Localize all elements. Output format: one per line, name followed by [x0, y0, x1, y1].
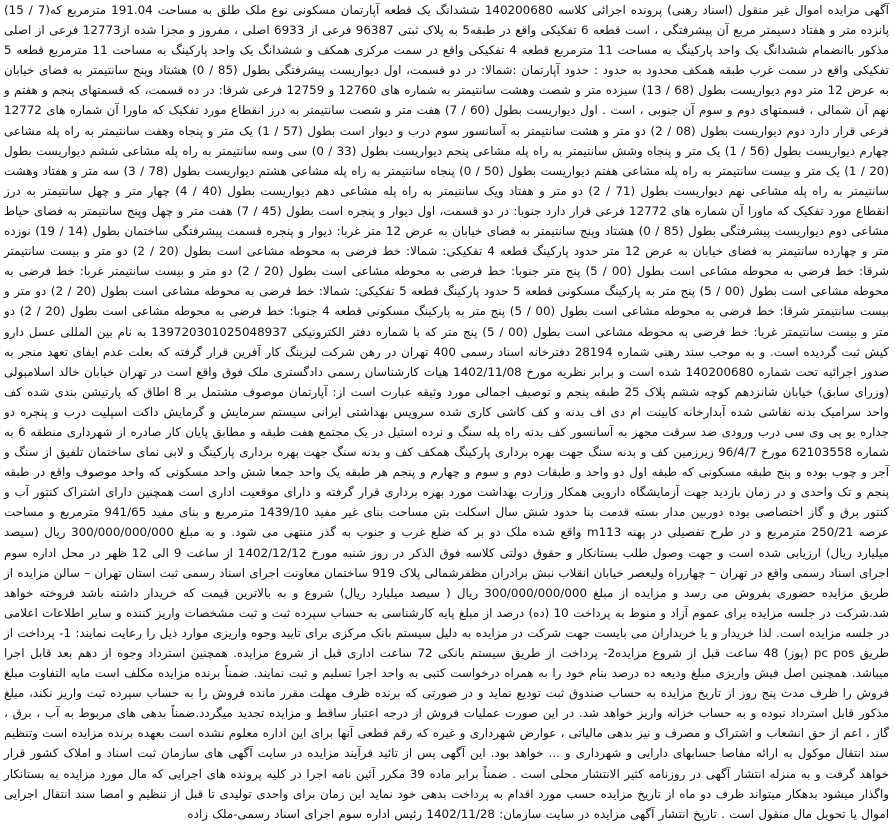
auction-notice-text: آگهی مزایده اموال غیر منقول (اسناد رهنی) پرونده اجرائی کلاسه 140200680 ششدانگ یک قطعه آپارتمان مسکونی نوع ملک طلق به مساحت 191.04 مترمربع که(7 / 15) پانزده متر و هفتاد دسیمتر مربع آن پیشرفتگی ، است قطعه 6 تفکیکی واقع در طبقه5 به پلاک ثبتی 96387 فرعی از 6933 اصلی ، مفروز و مجزا شده از12773 فرعی از اصلی مذکور باانضمام ششدانگ یک واحد پارکینگ به مساحت 11 مترمربع قطعه 4 تفکیکی واقع در سمت مرکزی همکف و ششدانگ یک واحد پارکینگ به مساحت 11 مترمربع قطعه 5 تفکیکی واقع در سمت غرب طبقه همکف محدود به حدود : حدود آپارتمان :شمالا: در دو قسمت، اول دیواریست پیشرفتگی بطول (85 / 0) هشتاد وپنج سانتیمتر به فضای خیابان به عرض 12 متر دوم دیواریست بطول (68 / 13) سیزده متر و شصت وهشت سانتیمتر به شماره های 12760 و 12759 فرعی شرقا: در ده قسمت، که قسمتهای پنجم و هفتم و نهم آن شمالی ، قسمتهای دوم و سوم آن جنوبی ، است . اول دیواریست بطول (60 / 7) هفت متر و شصت سانتیمتر به درز انقطاع مورد تفکیک که ماورا آن شماره های 12772 فرعی قرار دارد دوم دیواریست بطول (08 / 2) دو متر و هشت سانتیمتر به آسانسور سوم درب و دیوار است بطول (57 / 1) یک متر و پنجاه وهفت سانتیمتر به راه پله مشاعی چهارم دیواریست بطول (56 / 1) یک متر و پنجاه وشش سانتیمتر به راه پله مشاعی پنجم دیواریست بطول (33 / 0) سی وسه سانتیمتر به راه پله مشاعی ششم دیواریست بطول (20 / 1) یک متر و بیست سانتیمتر به راه پله مشاعی هفتم دیواریست بطول (50 / 0) پنجاه سانتیمتر به راه پله مشاعی هشتم دیواریست بطول (78 / 3) سه متر و هفتاد وهشت سانتیمتر به راه پله مشاعی نهم دیواریست بطول (71 / 2) دو متر و هفتاد ویک سانتیمتر به راه پله مشاعی دهم دیواریست بطول (40 / 4) چهار متر و چهل سانتیمتر به درز انقطاع مورد تفکیک که ماورا آن شماره های 12772 فرعی قرار دارد جنوبا: در دو قسمت، اول دیوار و پنجره است بطول (45 / 7) هفت متر و چهل وپنج سانتیمتر به فضای حیاط مشاعی دوم دیواریست پیشرفتگی بطول (85 / 0) هشتاد وپنج سانتیمتر به فضای خیابان به عرض 12 متر غربا: دیوار و پنجره قسمت پیشرفتگی ساختمان بطول (14 / 19) نوزده متر و چهارده سانتیمتر به فضای خیابان به عرض 12 متر حدود پارکینگ قطعه 4 تفکیکی: شمالا: خط فرضی به محوطه مشاعی است بطول (20 / 2) دو متر و بیست سانتیمتر شرقا: خط فرضی به محوطه مشاعی است بطول (00 / 5) پنج متر جنوبا: خط فرضی به محوطه مشاعی است بطول (20 / 2) دو متر و بیست سانتیمتر غربا: خط فرضی به محوطه مشاعی است بطول (00 / 5) پنج متر به پارکینگ مسکونی قطعه 5 حدود پارکینگ قطعه 5 تفکیکی: شمالا: خط فرضی به محوطه مشاعی است بطول (20 / 2) دو متر و بیست سانتیمتر شرقا: خط فرضی به محوطه مشاعی است بطول (00 / 5) پنج متر به پارکینگ مسکونی قطعه 4 جنوبا: خط فرضی به محوطه مشاعی است بطول (20 / 2) دو متر و بیست سانتیمتر غربا: خط فرضی به محوطه مشاعی است بطول (00 / 5) پنج متر که با شماره دفتر الکترونیکی 139720301025048937 به نام بین المللی عسل دارو کیش ثبت گردیده است. و به موجب سند رهنی شماره 28194 دفترخانه اسناد رسمی 400 تهران در رهن شرکت لیزینگ کار آفرین قرار گرفته که بعلت عدم ایفای تعهد منجر به صدور اجرائیه تحت شماره 140200680 شده است و برابر نظریه مورخ 1402/11/08 هیات کارشناسان رسمی دادگستری ملک فوق واقع است در تهران خیابان خالد اسلامبولی (وزرای سابق) خیابان شانزدهم کوچه ششم پلاک 25 طبقه پنجم و توصیف اجمالی مورد وثیقه عبارت است از: آپارتمان موصوف مشتمل بر 8 اطاق که پارتیشن بندی شده کف واحد سرامیک بدنه نقاشی شده آبدارخانه کابینت ام دی اف بدنه و کف کاشی کاری شده سرویس بهداشتی ایرانی سیستم سرمایش و گرمایش داکت اسپلیت درب و پنجره دو جداره یو پی وی سی درب ورودی ضد سرقت مجهز به آسانسور کف بدنه راه پله سنگ و نرده استیل در یک مجتمع هفت طبقه و مطابق پایان کار صادره از شهرداری منطقه 6 به شماره 62103558 مورخ 96/4/7 زیرزمین کف و بدنه سنگ جهت بهره برداری پارکینگ همکف کف و بدنه سنگ جهت بهره برداری پارکینگ و لابی نمای ساختمان تلفیق از سنگ و آجر و چوب بوده و پنج طبقه مسکونی که طبقه اول دو واحد و طبقات دوم و سوم و چهارم و پنجم هر طبقه یک واحد جمعا شش واحد مسکونی که واحد موصوف واقع در طبقه پنجم و تک واحدی و در زمان بازدید جهت آزمایشگاه دارویی همکار وزارت بهداشت مورد بهره برداری قرار گرفته و دارای موقعیت اداری است همچنین دارای اشتراک کنتور آب و کنتور برق و گاز اختصاصی بوده دوربین مدار بسته قدمت بنا حدود شش سال اسکلت بتن مساحت بنای غیر مفید 1439/10 مترمربع و بنای مفید 941/65 مترمربع و مساحت عرصه 250/21 مترمربع و در طرح تفصیلی در پهنه m113 واقع شده ملک دو بر که ضلع غرب و جنوب به گذر منتهی می شود. و به مبلغ 300/000/000/000 ریال (سیصد میلیارد ریال) ارزیابی شده است و جهت وصول طلب بستانکار و حقوق دولتی کلاسه فوق الذکر در روز شنبه مورخ 1402/12/12 از ساعت 9 الی 12 ظهر در محل اداره سوم اجرای اسناد رسمی واقع در تهران – چهارراه ولیعصر خیابان انقلاب نبش برادران مظفرشمالی پلاک 919 ساختمان معاونت اجرای اسناد رسمی ثبت استان تهران – سالن مزایده از طریق مزایده حضوری بفروش می رسد و مزایده از مبلغ 300/000/000/000 ریال ( سیصد میلیارد ریال) شروع و به بالاترین قیمت که خریدار داشته باشد فروخته خواهد شد.شرکت در جلسه مزایده برای عموم آزاد و منوط به پرداخت 10 (ده) درصد از مبلغ پایه کارشناسی به حساب سپرده ثبت و ثبت مشخصات واریز کننده و سایر اطلاعات اعلامی در جلسه مزایده است. لذا خریدار و یا خریداران می بایست جهت شرکت در مزایده به دلیل سیستم بانک مرکزی برای تایید وجوه واریزی موارد ذیل را رعایت نمایند: 1- پرداخت از طریق pc pos (پوز) 48 ساعت قبل از شروع مزایده2- پرداخت از طریق سیستم بانکی 72 ساعت اداری قبل از شروع مزایده. همچنین استرداد وجوه از دهم بعد قابل اجرا میباشد. همچنین اصل فیش واریزی مبلغ ودیعه ده درصد بنام خود را به همراه درخواست کتبی به واحد اجرا تسلیم و ثبت نمایند. ضمناً برنده مزایده مکلف است مابه التفاوت مبلغ فروش را ظرف مدت پنج روز از تاریخ مزایده به حساب صندوق ثبت تودیع نماید و در صورتی که برنده ظرف مهلت مقرر مانده فروش را به حساب سپرده ثبت واریز نکند، مبلغ مذکور قابل استرداد نبوده و به حساب خزانه واریز خواهد شد. در این صورت عملیات فروش از درجه اعتبار ساقط و مزایده تجدید میگردد.ضمناً بدهی های مربوط به آب ، برق ، گاز ، اعم از حق انشعاب و اشتراک و مصرف و نیز بدهی مالیاتی ، عوارض شهرداری و غیره که رقم قطعی آنها برای این اداره معلوم نشده است بعهده برنده مزایده است وتنظیم سند انتقال موکول به ارائه مفاصا حسابهای دارایی و شهرداری و ... خواهد بود. این آگهی پس از تائید فرآیند مزایده در سایت آگهی های سازمان ثبت اسناد و املاک کشور قرار خواهد گرفت و به منزله انتشار آگهی در روزنامه کثیر الانتشار محلی است . ضمناً برابر ماده 39 مکرر آئین نامه اجرا در کلیه پرونده های اجرایی که مال مورد مزایده به بستانکار واگذار میشود بدهکار میتواند ظرف دو ماه از تاریخ مزایده حسب مورد اقدام به پرداخت بدهی خود نماید این زمان برای واحدی تولیدی تا قبل از تنظیم و امضا سند انتقال اجرایی اموال یا تحویل مال منقول است . تاریخ انتشار آگهی مزایده در سایت سازمان: 1402/11/28 رئیس اداره سوم اجرای اسناد رسمی-ملک زاده: [4, 3, 890, 821]
